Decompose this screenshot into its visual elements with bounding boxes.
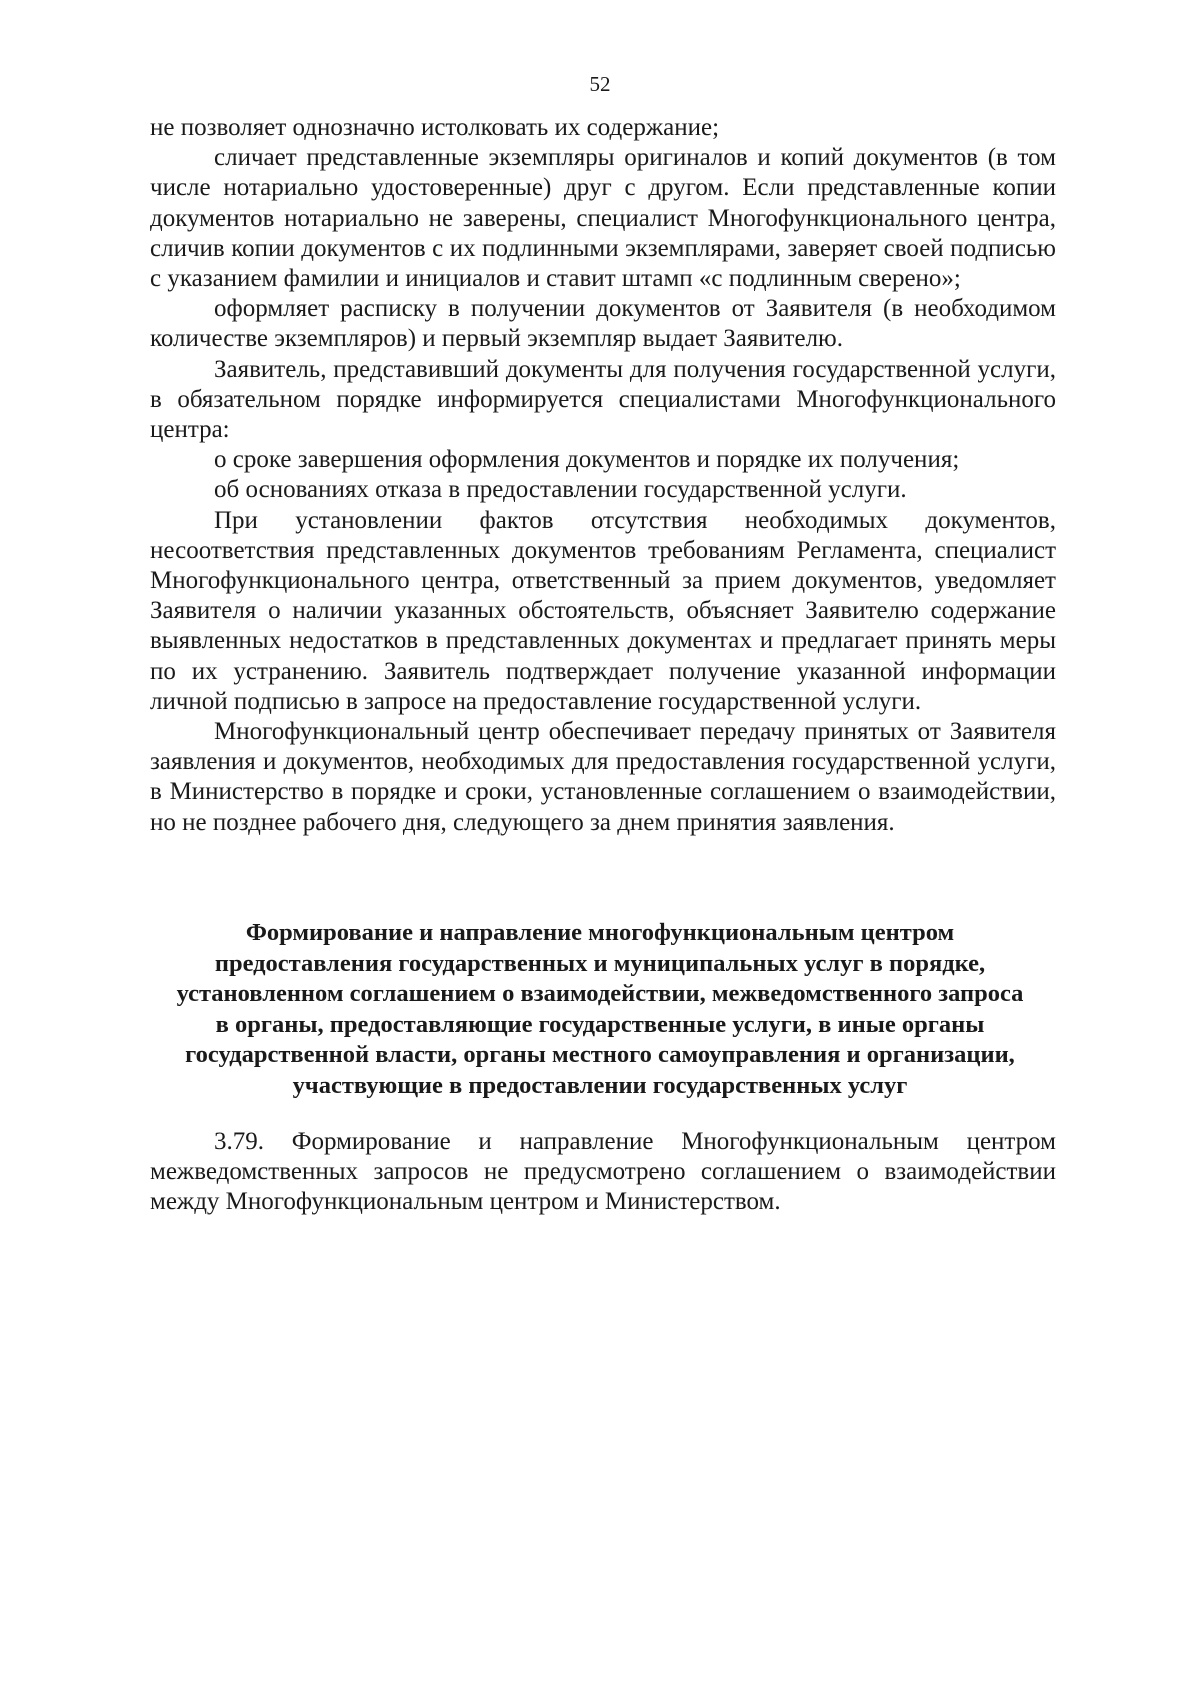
heading-line: государственной власти, органы местного самоуправления и организации,: [185, 1041, 1015, 1068]
heading-line: в органы, предоставляющие государственные услуги, в иные органы: [215, 1010, 985, 1038]
heading-line: участвующие в предоставлении государственных услуг: [292, 1071, 908, 1099]
paragraph-receipt: оформляет расписку в получении документов от Заявителя (в необходимом количестве экземпляров) и первый экземпляр выдает Заявителю.: [150, 295, 1056, 353]
paragraph-transfer: Многофункциональный центр обеспечивает передачу принятых от Заявителя заявления и документов, необходимых для предоставления государственной услуги, в Министерство в порядке и сроки, установленные соглашением о взаимодействии, но не позднее рабочего дня, следующего за днем принятия заявления.: [150, 718, 1056, 836]
paragraph-continuation: не позволяет однозначно истолковать их содержание;: [150, 114, 720, 141]
heading-line: предоставления государственных и муниципальных услуг в порядке,: [214, 949, 986, 977]
paragraph-refusal-grounds: об основаниях отказа в предоставлении государственной услуги.: [214, 476, 907, 504]
paragraph-verification: сличает представленные экземпляры оригиналов и копий документов (в том числе нотариально удостоверенные) друг с другом. Если представленные копии документов нотариально не заверены, специалист Многофункционального центра, сличив копии документов с их подлинными экземплярами, заверяет своей подписью с указанием фамилии и инициалов и ставит штамп «с подлинным сверено»;: [150, 144, 1056, 293]
heading-line: установленном соглашением о взаимодействии, межведомственного запроса: [176, 980, 1024, 1007]
paragraph-missing-documents: При установлении фактов отсутствия необходимых документов, несоответствия представленных документов требованиям Регламента, специалист Многофункционального центра, ответственный за прием документов, уведомляет Заявителя о наличии указанных обстоятельств, объясняет Заявителю содержание выявленных недостатков в представленных документах и предлагает принять меры по их устранению. Заявитель подтверждает получение указанной информации личной подписью в запросе на предоставление государственной услуги.: [150, 506, 1056, 715]
heading-line: Формирование и направление многофункциональным центром: [245, 919, 955, 946]
page-number: 52: [589, 72, 611, 96]
paragraph-3-79: 3.79. Формирование и направление Многофункциональным центром межведомственных запросов не предусмотрено соглашением о взаимодействии между Многофункциональным центром и Министерством.: [150, 1128, 1056, 1216]
paragraph-deadline: о сроке завершения оформления документов и порядке их получения;: [214, 446, 960, 474]
body-text: [150, 113, 1056, 838]
section-body: [150, 1127, 1056, 1218]
section-heading: [130, 918, 1070, 1101]
paragraph-applicant-informed: Заявитель, представивший документы для получения государственной услуги, в обязательном порядке информируется специалистами Многофункционального центра:: [150, 355, 1056, 444]
